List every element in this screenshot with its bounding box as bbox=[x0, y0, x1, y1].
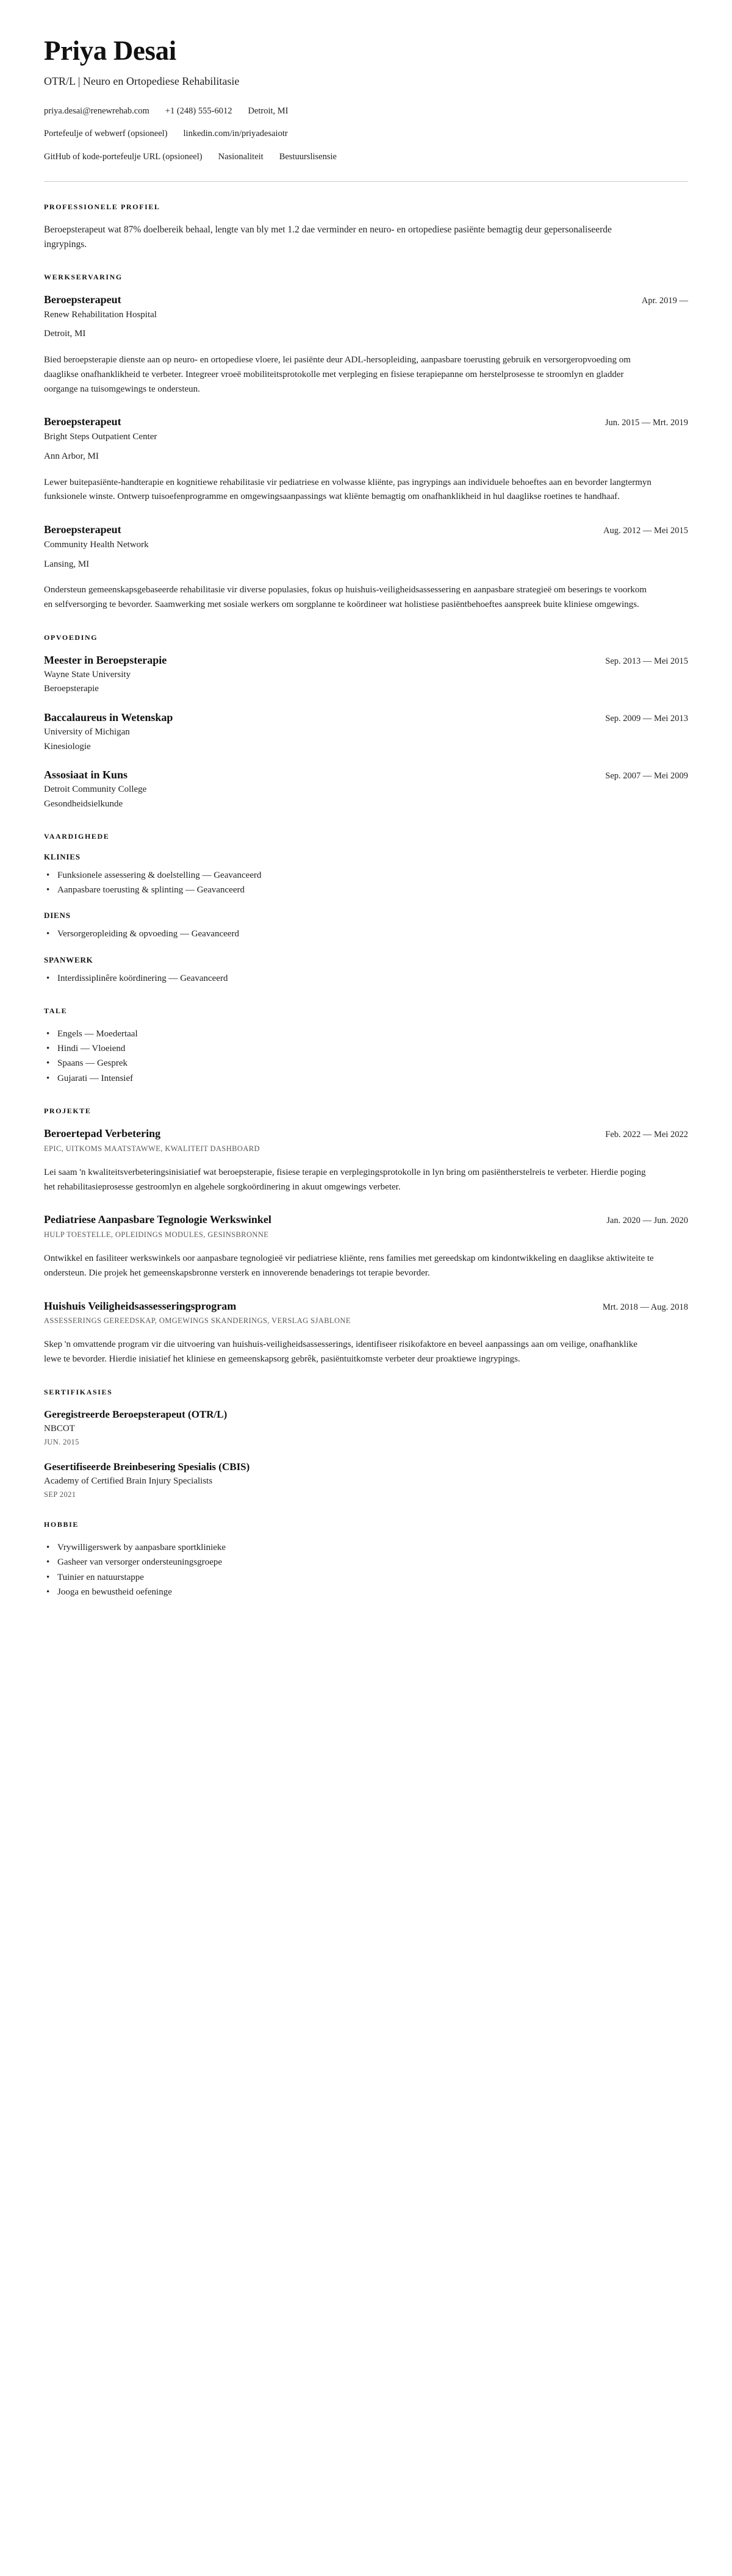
skill-group-heading: SPANWERK bbox=[44, 955, 93, 964]
certification-date: JUN. 2015 bbox=[44, 1437, 79, 1446]
header-divider bbox=[44, 181, 688, 182]
job-date-range: Aug. 2012 — Mei 2015 bbox=[603, 525, 688, 536]
section-experience bbox=[44, 273, 688, 612]
project-date-range: Feb. 2022 — Mei 2022 bbox=[605, 1130, 688, 1140]
field-of-study: Gesondheidsielkunde bbox=[44, 798, 123, 809]
skill-group-heading: DIENS bbox=[44, 911, 71, 920]
contact-item[interactable]: Portefeulje of webwerf (opsioneel) bbox=[44, 129, 168, 139]
school-name: Wayne State University bbox=[44, 669, 131, 680]
certification-date: SEP 2021 bbox=[44, 1490, 76, 1499]
job-location: Ann Arbor, MI bbox=[44, 451, 99, 461]
resume-header bbox=[44, 37, 688, 164]
project-entry bbox=[44, 1299, 688, 1367]
professional-headline: OTR/L | Neuro en Ortopediese Rehabilitasie bbox=[44, 75, 240, 88]
skill-bullet-list bbox=[44, 927, 688, 941]
section-profile bbox=[44, 203, 688, 252]
certification-issuer: NBCOT bbox=[44, 1423, 75, 1433]
hobbies-bullet-list bbox=[44, 1540, 688, 1599]
school-name: Detroit Community College bbox=[44, 784, 147, 795]
hobby-item: • Vrywilligerswerk by aanpasbare sportklinieke bbox=[44, 1540, 688, 1555]
skill-item: • Versorgeropleiding & opvoeding — Geavanceerd bbox=[44, 927, 688, 941]
experience-entry bbox=[44, 415, 688, 504]
contact-row bbox=[44, 105, 688, 118]
job-date-range: Apr. 2019 — bbox=[641, 295, 688, 306]
certifications-list bbox=[44, 1408, 688, 1499]
job-description: Bied beroepsterapie dienste aan op neuro- en ortopediese vloere, lei pasiënte deur ADL-hersopleiding, aanpasbare toerusting gebruik en versorgeropvoeding om daaglikse onafhanklikheid te verbeter. Integreer vroeë mobiliteitsprotokolle met verpleging en fisiese terapiepanne om herstelprosesse te stroomlyn en gladder oorgange na tuisomgewings te ondersteun. bbox=[44, 355, 631, 394]
degree-date-range: Sep. 2009 — Mei 2013 bbox=[605, 714, 688, 724]
job-title: Beroepsterapeut bbox=[44, 523, 121, 536]
contact-item[interactable]: +1 (248) 555-6012 bbox=[165, 106, 232, 116]
degree-title: Meester in Beroepsterapie bbox=[44, 653, 167, 666]
section-heading-education: OPVOEDING bbox=[44, 633, 98, 642]
language-item: • Hindi — Vloeiend bbox=[44, 1041, 688, 1056]
job-company: Bright Steps Outpatient Center bbox=[44, 432, 157, 442]
section-heading-projects: PROJEKTE bbox=[44, 1107, 92, 1116]
experience-entry bbox=[44, 293, 688, 396]
languages-bullet-list bbox=[44, 1027, 688, 1086]
project-name: Huishuis Veiligheidsassesseringsprogram bbox=[44, 1299, 237, 1312]
education-entry-head bbox=[44, 768, 688, 782]
section-certifications bbox=[44, 1388, 688, 1499]
school-name: University of Michigan bbox=[44, 727, 130, 737]
project-name: Beroertepad Verbetering bbox=[44, 1127, 161, 1140]
project-tech-list: EPIC, UITKOMS MAATSTAWWE, KWALITEIT DASHBOARD bbox=[44, 1144, 260, 1153]
degree-date-range: Sep. 2013 — Mei 2015 bbox=[605, 656, 688, 666]
project-tech-list: HULP TOESTELLE, OPLEIDINGS MODULES, GESINSBRONNE bbox=[44, 1230, 269, 1240]
project-entry-head bbox=[44, 1213, 688, 1227]
contact-row bbox=[44, 127, 688, 141]
section-heading-certifications: SERTIFIKASIES bbox=[44, 1387, 113, 1396]
section-education bbox=[44, 633, 688, 811]
project-description: Skep 'n omvattende program vir die uitvoering van huishuis-veiligheidsassesserings, identifiseer risikofaktore en beveel aanpassings aan om veilige, onafhanklike lewe te bevorder. Hierdie inisiatief het kliniese en gemeenskapsorg gebrêk, pasiëntuitkomste verbeter deur proaktiewe ingrypings. bbox=[44, 1340, 637, 1365]
job-date-range: Jun. 2015 — Mrt. 2019 bbox=[605, 418, 688, 428]
experience-entry-head bbox=[44, 293, 688, 307]
job-description: Ondersteun gemeenskapsgebaseerde rehabilitasie vir diverse populasies, fokus op huishuis-veiligheidsassessering en aanpasbare strategieë om beserings te voorkom en selfversorging te bevorder. Saamwerking met sosiale werkers om sorgplanne te koördineer wat holistiese pasiëntbehoeftes aanspreek buite kliniese omgewings. bbox=[44, 585, 647, 609]
skill-group bbox=[44, 911, 688, 941]
education-entry-head bbox=[44, 653, 688, 667]
contact-item[interactable]: Nasionaliteit bbox=[218, 152, 264, 162]
project-date-range: Jan. 2020 — Jun. 2020 bbox=[606, 1216, 688, 1226]
project-entry-head bbox=[44, 1127, 688, 1141]
projects-list bbox=[44, 1127, 688, 1367]
contact-item[interactable]: GitHub of kode-portefeulje URL (opsioneel) bbox=[44, 152, 203, 162]
skill-bullet-list bbox=[44, 868, 688, 898]
job-title: Beroepsterapeut bbox=[44, 415, 121, 428]
job-company: Renew Rehabilitation Hospital bbox=[44, 309, 157, 320]
skill-item: • Aanpasbare toerusting & splinting — Geavanceerd bbox=[44, 883, 688, 897]
hobby-item: • Tuinier en natuurstappe bbox=[44, 1570, 688, 1585]
section-languages bbox=[44, 1006, 688, 1086]
section-projects bbox=[44, 1107, 688, 1367]
experience-entry bbox=[44, 523, 688, 612]
contact-item[interactable]: priya.desai@renewrehab.com bbox=[44, 106, 149, 116]
contact-item[interactable]: Bestuurslisensie bbox=[279, 152, 337, 162]
hobby-item: • Jooga en bewustheid oefeninge bbox=[44, 1585, 688, 1599]
project-name: Pediatriese Aanpasbare Tegnologie Werkswinkel bbox=[44, 1213, 271, 1226]
certification-entry bbox=[44, 1408, 688, 1447]
job-company: Community Health Network bbox=[44, 539, 149, 550]
section-heading-skills: VAARDIGHEDE bbox=[44, 831, 110, 841]
education-entry-head bbox=[44, 711, 688, 725]
project-entry-head bbox=[44, 1299, 688, 1313]
skill-item: • Interdissiplinêre koördinering — Geavanceerd bbox=[44, 971, 688, 986]
job-location: Lansing, MI bbox=[44, 559, 90, 569]
field-of-study: Beroepsterapie bbox=[44, 684, 99, 694]
field-of-study: Kinesiologie bbox=[44, 741, 91, 752]
certification-name: Gesertifiseerde Breinbesering Spesialis (CBIS) bbox=[44, 1460, 250, 1473]
section-skills bbox=[44, 832, 688, 986]
project-description: Lei saam 'n kwaliteitsverbeteringsinisiatief wat beroepsterapie, fisiese terapie en verplegingsprotokolle in lyn bring om pasiëntherstelreis te verbeter. Hierdie poging het rehabilitasieprosesse gestroomlyn en algehele sorgkoördinering in akuut omgewings verbeter. bbox=[44, 1167, 646, 1192]
degree-title: Assosiaat in Kuns bbox=[44, 769, 128, 781]
skill-group-heading: KLINIES bbox=[44, 852, 81, 861]
contact-item[interactable]: linkedin.com/in/priyadesaiotr bbox=[183, 129, 288, 139]
contact-item[interactable]: Detroit, MI bbox=[248, 106, 289, 116]
education-list bbox=[44, 653, 688, 811]
certification-name: Geregistreerde Beroepsterapeut (OTR/L) bbox=[44, 1408, 228, 1420]
section-hobbies bbox=[44, 1520, 688, 1599]
certification-entry bbox=[44, 1460, 688, 1499]
language-item: • Engels — Moedertaal bbox=[44, 1027, 688, 1041]
job-title: Beroepsterapeut bbox=[44, 293, 121, 306]
degree-date-range: Sep. 2007 — Mei 2009 bbox=[605, 771, 688, 781]
experience-entry-head bbox=[44, 523, 688, 537]
education-entry bbox=[44, 768, 688, 811]
skill-group bbox=[44, 852, 688, 898]
experience-list bbox=[44, 293, 688, 612]
education-entry bbox=[44, 653, 688, 696]
degree-title: Baccalaureus in Wetenskap bbox=[44, 711, 173, 724]
hobby-item: • Gasheer van versorger ondersteuningsgroepe bbox=[44, 1555, 688, 1570]
profile-text: Beroepsterapeut wat 87% doelbereik behaal, lengte van bly met 1.2 dae verminder en neuro- en ortopediese pasiënte bemagtig deur gepersonaliseerde ingrypings. bbox=[44, 224, 612, 249]
experience-entry-head bbox=[44, 415, 688, 429]
project-date-range: Mrt. 2018 — Aug. 2018 bbox=[602, 1302, 688, 1312]
skill-item: • Funksionele assessering & doelstelling — Geavanceerd bbox=[44, 868, 688, 883]
section-heading-hobbies: HOBBIE bbox=[44, 1519, 79, 1529]
page-title: Priya Desai bbox=[44, 35, 176, 66]
job-description: Lewer buitepasiënte-handterapie en kognitiewe rehabilitasie vir pediatriese en volwasse kliënte, pas ingrypings aan individuele behoeftes aan en bevorder langtermyn funksionele winste. Ontwerp tuisoefenprogramme en omgewingsaanpassings wat kliënte bemagtig om onafhanklikheid in hul daaglikse roetines te handhaaf. bbox=[44, 477, 651, 502]
section-heading-profile: PROFESSIONELE PROFIEL bbox=[44, 202, 160, 211]
contact-row bbox=[44, 151, 688, 164]
skill-bullet-list bbox=[44, 971, 688, 986]
project-description: Ontwikkel en fasiliteer werkswinkels oor aanpasbare tegnologieë vir pediatriese kliënte, rens families met gereedskap om kindontwikkeling en daaglikse aktiwiteite te ondersteun. Die projek het gemeenskapsbronne versterk en innoverende benaderings tot terapie bevorder. bbox=[44, 1254, 654, 1278]
project-tech-list: ASSESSERINGS GEREEDSKAP, OMGEWINGS SKANDERINGS, VERSLAG SJABLONE bbox=[44, 1316, 351, 1326]
language-item: • Gujarati — Intensief bbox=[44, 1071, 688, 1086]
section-heading-languages: TALE bbox=[44, 1006, 68, 1015]
job-location: Detroit, MI bbox=[44, 329, 86, 339]
project-entry bbox=[44, 1127, 688, 1194]
project-entry bbox=[44, 1213, 688, 1280]
education-entry bbox=[44, 711, 688, 753]
section-heading-experience: WERKSERVARING bbox=[44, 272, 123, 281]
contact-block bbox=[44, 105, 688, 164]
skills-list bbox=[44, 852, 688, 986]
skill-group bbox=[44, 955, 688, 986]
language-item: • Spaans — Gesprek bbox=[44, 1056, 688, 1071]
certification-issuer: Academy of Certified Brain Injury Specialists bbox=[44, 1476, 213, 1486]
